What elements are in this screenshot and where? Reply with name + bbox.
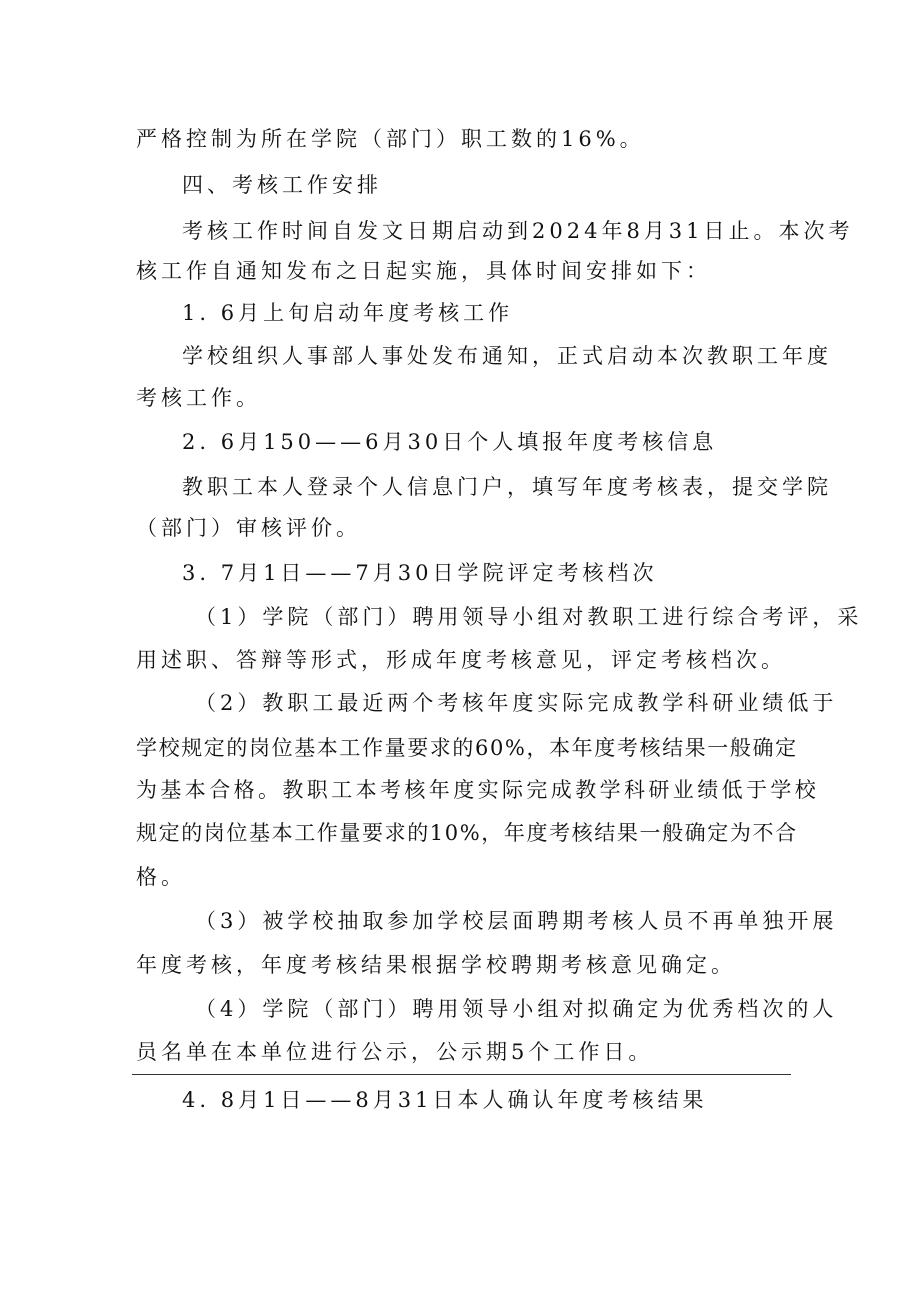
item-heading: 1. 6月上旬启动年度考核工作 [182,301,514,325]
paragraph-line: 教职工本人登录个人信息门户，填写年度考核表，提交学院 [182,475,832,499]
paragraph-line: （4）学院（部门）聘用领导小组对拟确定为优秀档次的人 [195,997,838,1021]
paragraph-line: 员名单在本单位进行公示，公示期5个工作日。 [136,1040,654,1064]
paragraph-line: 学校组织人事部人事处发布通知，正式启动本次教职工年度 [182,344,832,368]
paragraph-line: （2）教职工最近两个考核年度实际完成教学科研业绩低于 [195,691,838,715]
paragraph-line: 格。 [136,865,186,889]
paragraph-line: 学校规定的岗位基本工作量要求的60%，本年度考核结果一般确定 [136,736,798,760]
item-heading: 2. 6月150——6月30日个人填报年度考核信息 [182,430,718,454]
paragraph-line: 为基本合格。教职工本考核年度实际完成教学科研业绩低于学校 [136,778,820,802]
paragraph-line: 核工作自通知发布之日起实施，具体时间安排如下： [136,259,711,283]
paragraph-line: 规定的岗位基本工作量要求的10%，年度考核结果一般确定为不合 [136,821,798,845]
paragraph-line: （部门）审核评价。 [136,516,361,540]
paragraph-line: 用述职、答辩等形式，形成年度考核意见，评定考核档次。 [136,648,786,672]
horizontal-rule [132,1074,791,1075]
paragraph-line: （1）学院（部门）聘用领导小组对教职工进行综合考评，采 [195,605,863,629]
paragraph-line: 考核工作。 [136,386,261,410]
paragraph-line: （3）被学校抽取参加学校层面聘期考核人员不再单独开展 [195,909,838,933]
paragraph-line: 考核工作时间自发文日期启动到2024年8月31日止。本次考 [182,219,854,243]
item-heading: 4. 8月1日——8月31日本人确认年度考核结果 [182,1088,708,1112]
paragraph-line: 年度考核，年度考核结果根据学校聘期考核意见确定。 [136,953,736,977]
section-heading: 四、考核工作安排 [182,173,382,197]
item-heading: 3. 7月1日——7月30日学院评定考核档次 [182,561,658,585]
paragraph-line: 严格控制为所在学院（部门）职工数的16%。 [136,127,645,151]
